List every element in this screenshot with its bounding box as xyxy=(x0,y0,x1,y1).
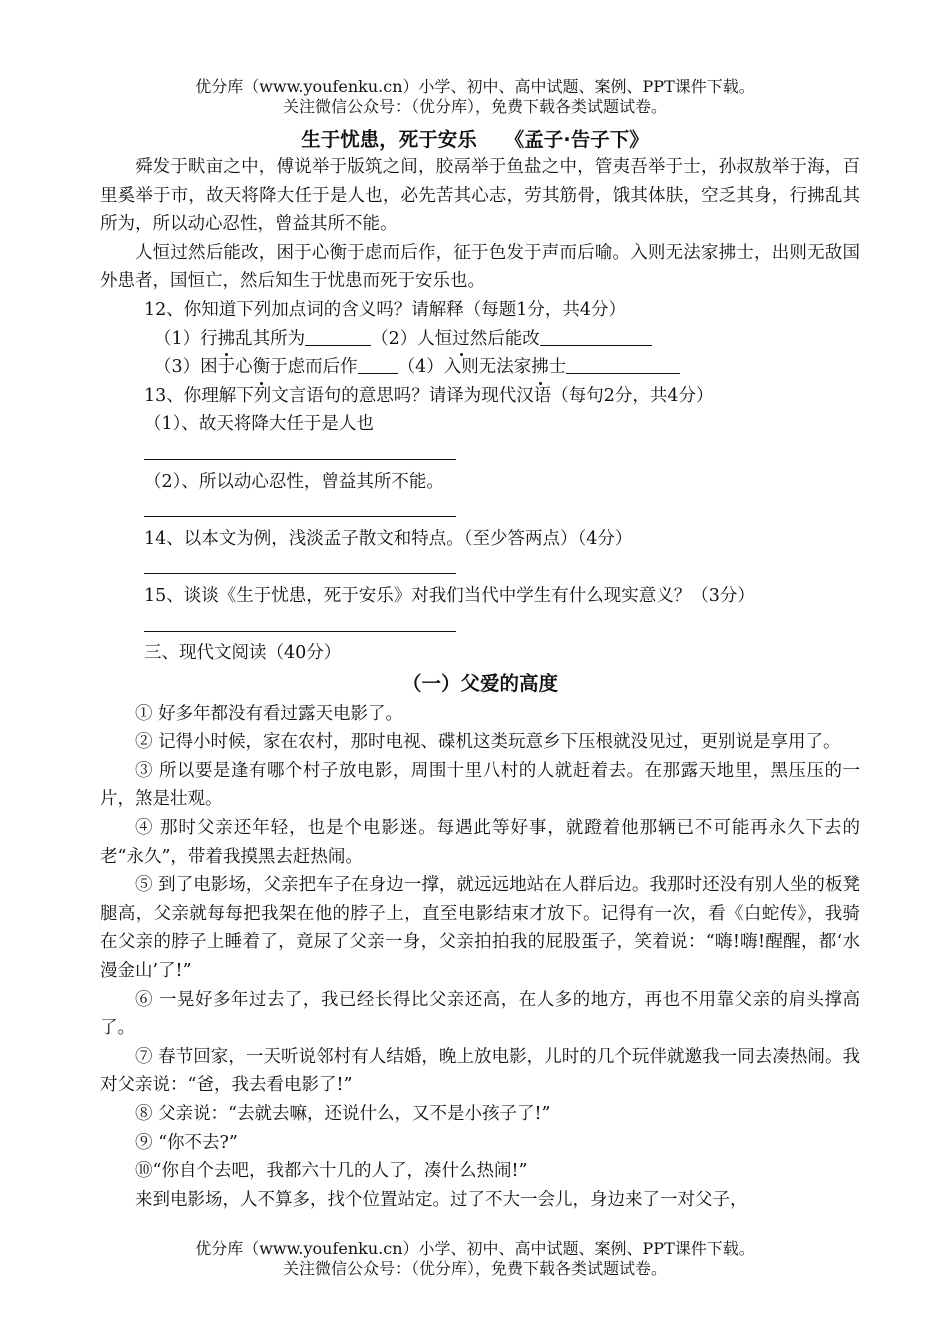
footer-line-1: 优分库（www.youfenku.cn）小学、初中、高中试题、案例、PPT课件下载。 xyxy=(195,1239,755,1258)
answer-line[interactable] xyxy=(144,611,456,632)
q12-item1-answer-blank[interactable] xyxy=(305,327,371,346)
q12-item2-dotted-word: 过 xyxy=(452,325,470,354)
q12-item4-dotted-word: 拂 xyxy=(531,353,549,382)
answer-line[interactable] xyxy=(144,553,456,574)
q12-item1-text-end: 乱其所为 xyxy=(235,328,306,349)
page-title xyxy=(0,124,950,152)
title-source: 《孟子·告子下》 xyxy=(504,128,649,151)
story-paragraph: ⑨ “你不去?” xyxy=(135,1132,238,1153)
story-body xyxy=(100,700,860,1215)
story-paragraph: ⑧ 父亲说：“去就去嘛，还说什么，又不是小孩子了!” xyxy=(135,1104,551,1124)
question-15-answer xyxy=(100,611,860,640)
question-13-stem: 13、你理解下列文言语句的意思吗？请译为现代汉语（每句2分，共4分） xyxy=(144,385,714,406)
passage-paragraph-1: 舜发于畎亩之中，傅说举于版筑之间，胶鬲举于鱼盐之中，管夷吾举于士，孙叔敖举于海，百里奚举于市，故天将降大任于是人也，必先苦其心志，劳其筋骨，饿其体肤，空乏其身，行拂乱其所为，所以动心忍性，曾益其所不能。 xyxy=(100,157,860,235)
story-paragraph: ⑩“你自个去吧，我都六十几的人了，凑什么热闹!” xyxy=(135,1161,528,1182)
question-13-sentence-1: （1）、故天将降大任于是人也 xyxy=(144,414,374,435)
question-15: 15、谈谈《生于忧患，死于安乐》对我们当代中学生有什么现实意义？（3分） xyxy=(144,585,755,606)
body-content xyxy=(100,153,860,1214)
q12-item1-dotted-word: 拂 xyxy=(218,325,236,354)
header-line-2: 关注微信公众号：（优分库），免费下载各类试题试卷。 xyxy=(282,97,667,116)
q12-item4-answer-blank[interactable] xyxy=(566,355,680,374)
footer-line-2: 关注微信公众号：（优分库），免费下载各类试题试卷。 xyxy=(282,1259,667,1278)
question-13-answer-2 xyxy=(100,496,860,525)
q12-item4-text: （4）入则无法家 xyxy=(397,357,532,378)
answer-line[interactable] xyxy=(144,439,456,460)
question-14: 14、以本文为例，浅淡孟子散文和特点。（至少答两点）（4分） xyxy=(144,528,633,549)
header-line-1: 优分库（www.youfenku.cn）小学、初中、高中试题、案例、PPT课件下载。 xyxy=(195,77,755,96)
q12-item3-text: （3）困于心 xyxy=(154,357,253,378)
story-paragraph: ⑦ 春节回家，一天听说邻村有人结婚，晚上放电影，儿时的几个玩伴就邀我一同去凑热闹。我对父亲说：“爸，我去看电影了!” xyxy=(100,1046,860,1096)
q12-item3-answer-blank[interactable] xyxy=(358,355,398,374)
q12-item2-text-end: 然后能改 xyxy=(469,328,540,349)
story-paragraph: ⑤ 到了电影场，父亲把车子在身边一撑，就远远地站在人群后边。我那时还没有别人坐的板凳腿高，父亲就每每把我架在他的脖子上，直至电影结束才放下。记得有一次，看《白蛇传》，我骑在父亲的脖子上睡着了，竟尿了父亲一身，父亲拍拍我的屁股蛋子，笑着说：“嗨!嗨!醒醒，都‘水漫金山’了!” xyxy=(100,875,860,982)
story-paragraph: 来到电影场，人不算多，找个位置站定。过了不大一会儿，身边来了一对父子， xyxy=(135,1189,748,1210)
section-3-heading: 三、现代文阅读（40分） xyxy=(144,643,342,664)
q12-item3-text-end: 于虑而后作 xyxy=(270,357,358,378)
title-main: 生于忧患，死于安乐 xyxy=(301,128,477,151)
question-12-row-2 xyxy=(100,353,860,382)
story-paragraph: ② 记得小时候，家在农村，那时电视、碟机这类玩意乡下压根就没见过，更别说是享用了。 xyxy=(135,732,841,753)
story-paragraph: ④ 那时父亲还年轻，也是个电影迷。每遇此等好事，就蹬着他那辆已不可能再永久下去的老“永久”，带着我摸黑去赶热闹。 xyxy=(100,818,860,867)
passage-paragraph-2: 人恒过然后能改，困于心衡于虑而后作，征于色发于声而后喻。入则无法家拂士，出则无敌国外患者，国恒亡，然后知生于忧患而死于安乐也。 xyxy=(100,242,860,292)
story-paragraph: ① 好多年都没有看过露天电影了。 xyxy=(135,703,404,724)
story-paragraph: ⑥ 一晃好多年过去了，我已经长得比父亲还高，在人多的地方，再也不用靠父亲的肩头撑高了。 xyxy=(100,989,860,1039)
story-title: （一）父爱的高度 xyxy=(401,671,558,695)
page-header xyxy=(0,77,950,117)
question-13-sentence-2: （2）、所以动心忍性，曾益其所不能。 xyxy=(144,471,444,492)
q12-item2-text: （2）人恒 xyxy=(371,328,453,349)
q12-item3-dotted-word: 衡 xyxy=(253,353,271,382)
q12-item1-text: （1）行 xyxy=(154,328,218,349)
story-paragraph: ③ 所以要是逢有哪个村子放电影，周围十里八村的人就赶着去。在那露天地里，黑压压的一片，煞是壮观。 xyxy=(100,760,860,810)
question-12-stem: 12、你知道下列加点词的含义吗？请解释（每题1分，共4分） xyxy=(144,299,627,320)
question-14-answer xyxy=(100,553,860,582)
question-12-row-1 xyxy=(100,325,860,354)
question-13-answer-1 xyxy=(100,439,860,468)
q12-item4-text-end: 士 xyxy=(548,357,567,378)
q12-item2-answer-blank[interactable] xyxy=(540,327,652,346)
answer-line[interactable] xyxy=(144,496,456,517)
page-footer xyxy=(0,1239,950,1279)
